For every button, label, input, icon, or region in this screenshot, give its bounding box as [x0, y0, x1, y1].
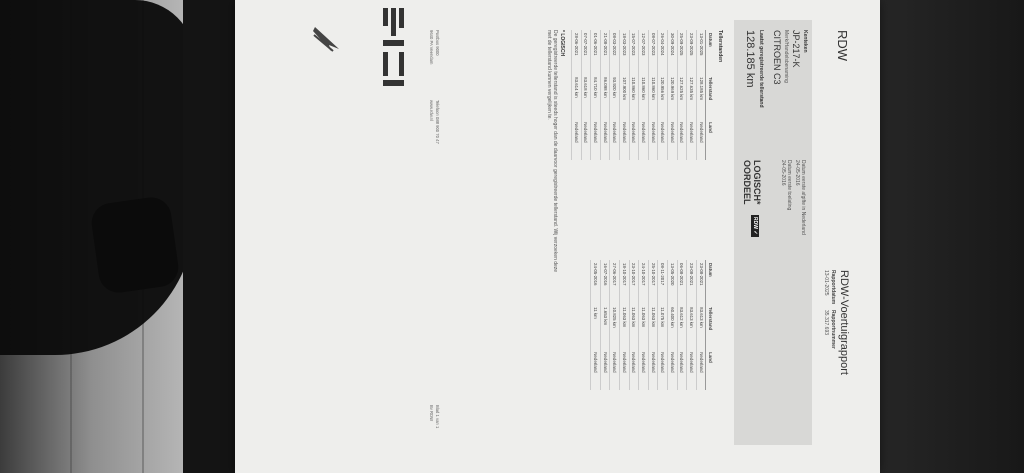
cell-km: 11 km	[591, 304, 601, 349]
cell-country: Nederland	[658, 119, 668, 160]
footer-contact-line2: www.rdw.nl	[429, 100, 434, 121]
cell-country: Nederland	[648, 119, 658, 160]
cell-country: Nederland	[572, 119, 582, 160]
table-header-row	[706, 260, 715, 390]
cell-country: Nederland	[687, 349, 697, 390]
cell-km: 107.900 km	[620, 74, 630, 119]
cell-date: 23-10-2017	[629, 260, 639, 304]
table-row	[639, 30, 649, 160]
cell-date: 26-04-2024	[658, 30, 668, 74]
odometer-table-left	[571, 30, 715, 160]
cell-country: Nederland	[600, 119, 610, 160]
notes-heading: * LOGISCH	[559, 30, 565, 57]
rapportdatum-value: 13-01-2025	[823, 270, 829, 296]
cell-country: Nederland	[648, 349, 658, 390]
table-header-row	[706, 30, 715, 160]
vehicle-report-paper	[235, 0, 880, 473]
report-document	[235, 0, 880, 473]
cell-country: Nederland	[687, 119, 697, 160]
cell-km: 127.625 km	[677, 74, 687, 119]
table-row	[600, 260, 610, 390]
cell-date: 06-08-2021	[677, 260, 687, 304]
cell-km: 93.920 km	[610, 74, 620, 119]
cell-country: Nederland	[658, 349, 668, 390]
table-row	[620, 30, 630, 160]
cell-date: 08-03-2022	[610, 30, 620, 74]
cell-date: 13-05-2020	[668, 260, 678, 304]
cell-date: 23-09-2025	[687, 30, 697, 74]
table-row	[591, 30, 601, 160]
odometer-table-right	[590, 260, 715, 390]
cell-country: Nederland	[591, 349, 601, 390]
cell-country: Nederland	[668, 349, 678, 390]
table-row	[629, 260, 639, 390]
cell-km: 11.075 km	[658, 304, 668, 349]
cell-date: 16-07-2016	[600, 260, 610, 304]
table-row	[610, 30, 620, 160]
shoe-shadow	[89, 195, 181, 295]
first-reg-nl-value: 24-05-2016	[794, 160, 800, 186]
cell-country: Nederland	[620, 119, 630, 160]
dark-gap	[183, 0, 238, 473]
table-row	[648, 260, 658, 390]
footer-contact-line1: Telefoon 088 900 70 47	[435, 100, 440, 144]
footer-page-line1: Blad 1 van 1	[435, 405, 440, 429]
notes-text-line1: De geregistreerde tellerstand is steeds hoger dan de daarvoor geregistreerde tellerstand. Wij verzoeken deze	[552, 30, 558, 273]
verdict-line1: LOGISCH*	[752, 160, 762, 205]
table-row	[696, 30, 706, 160]
rdw-bars-logo-icon	[380, 0, 410, 473]
col-land: Land	[706, 119, 715, 160]
cell-km: 84.710 km	[591, 74, 601, 119]
table-row	[677, 30, 687, 160]
cell-country: Nederland	[581, 119, 591, 160]
cell-date: 23-08-2021	[696, 260, 706, 304]
cell-country: Nederland	[610, 349, 620, 390]
cell-km: 83.613 km	[687, 304, 697, 349]
notes-text-line2: met de tellerstand kunnen vergelijken te.	[546, 30, 552, 120]
cell-date: 24-10-2017	[639, 260, 649, 304]
cell-km: 127.635 km	[687, 74, 697, 119]
cell-date: 30-09-2024	[668, 30, 678, 74]
table-row	[658, 30, 668, 160]
table-surface	[880, 0, 1024, 473]
tellerstanden-title: Tellerstanden	[717, 30, 723, 63]
footer-address-line2: 9640 PA Veendam	[429, 30, 434, 65]
cell-date: 21-08-2021	[600, 30, 610, 74]
cell-date: 13-01-2025	[696, 30, 706, 74]
cell-km: 11.063 km	[629, 304, 639, 349]
table-row	[600, 30, 610, 160]
cell-km: 83.614 km	[572, 74, 582, 119]
cell-km: 120.956 km	[658, 74, 668, 119]
cell-country: Nederland	[677, 119, 687, 160]
logo-text: RDW	[835, 30, 850, 62]
cell-km: 60.400 km	[668, 304, 678, 349]
rapportnummer-label: Rapportnummer	[830, 310, 836, 349]
cell-km: 120.969 km	[668, 74, 678, 119]
last-km-value: 128.185 km	[744, 30, 756, 88]
kenteken-label: Kenteken	[802, 30, 808, 53]
cell-km: 11.063 km	[620, 304, 630, 349]
footer-address-line1: Postbus 9000	[435, 30, 440, 56]
rdw-arrow-logo-icon	[311, 25, 343, 53]
cell-country: Nederland	[677, 349, 687, 390]
col-land: Land	[706, 349, 715, 390]
col-datum: Datum	[706, 30, 715, 74]
cell-date: 01-06-2021	[591, 30, 601, 74]
cell-date: 25-10-2017	[648, 260, 658, 304]
report-title: RDW-Voertuigrapport	[838, 270, 850, 375]
cell-date: 15-07-2023	[629, 30, 639, 74]
col-tellerstand: Tellerstand	[706, 304, 715, 349]
cell-date: 08-07-2023	[648, 30, 658, 74]
cell-km: 110.860 km	[648, 74, 658, 119]
cell-country: Nederland	[696, 119, 706, 160]
table-row	[620, 260, 630, 390]
verdict	[742, 160, 762, 205]
table-row	[572, 30, 582, 160]
col-tellerstand: Tellerstand	[706, 74, 715, 119]
table-row	[696, 260, 706, 390]
cell-date: 12-07-2023	[639, 30, 649, 74]
cell-date: 07-07-2021	[581, 30, 591, 74]
cell-km: 1.653 km	[600, 304, 610, 349]
cell-country: Nederland	[629, 349, 639, 390]
cell-country: Nederland	[639, 119, 649, 160]
table-row	[648, 30, 658, 160]
cell-date: 08-11-2017	[658, 260, 668, 304]
merk-label: Merk/Handelsbenaming	[783, 30, 789, 83]
cell-date: 18-03-2023	[620, 30, 630, 74]
cell-km: 86.098 km	[600, 74, 610, 119]
cell-country: Nederland	[668, 119, 678, 160]
cell-km: 11.063 km	[639, 304, 649, 349]
table-row	[658, 260, 668, 390]
cell-km: 10.825 km	[610, 304, 620, 349]
col-datum: Datum	[706, 260, 715, 304]
cell-km: 83.618 km	[581, 74, 591, 119]
cell-km: 83.612 km	[677, 304, 687, 349]
rapportnummer-value: 35.317.693	[823, 310, 829, 336]
cell-km: 11.063 km	[648, 304, 658, 349]
cell-km: 110.860 km	[639, 74, 649, 119]
rdw-badge: RDW ✓	[752, 217, 758, 235]
table-row	[687, 30, 697, 160]
cell-country: Nederland	[591, 119, 601, 160]
cell-km: 128.185 km	[696, 74, 706, 119]
rapportdatum-label: Rapportdatum	[830, 270, 836, 305]
table-row	[677, 260, 687, 390]
cell-country: Nederland	[600, 349, 610, 390]
first-admission-label: Datum eerste toelating	[786, 160, 792, 211]
cell-km: 110.860 km	[629, 74, 639, 119]
cell-country: Nederland	[629, 119, 639, 160]
table-row	[629, 30, 639, 160]
cell-date: 28-06-2021	[572, 30, 582, 74]
cell-country: Nederland	[639, 349, 649, 390]
last-km-label: Laatst geregistreerde tellerstand	[758, 30, 764, 108]
table-row	[581, 30, 591, 160]
table-row	[668, 260, 678, 390]
first-admission-value: 24-05-2016	[780, 160, 786, 186]
table-row	[668, 30, 678, 160]
kenteken-value: JP-217-K	[791, 30, 801, 68]
table-row	[610, 260, 620, 390]
cell-country: Nederland	[696, 349, 706, 390]
footer-page-line2: Bv RDW	[429, 405, 434, 422]
table-row	[639, 260, 649, 390]
cell-date: 18-10-2017	[620, 260, 630, 304]
cell-date: 27-06-2017	[610, 260, 620, 304]
cell-date: 24-05-2016	[591, 260, 601, 304]
cell-country: Nederland	[620, 349, 630, 390]
cell-km: 83.613 km	[696, 304, 706, 349]
verdict-line2: OORDEEL	[742, 160, 752, 205]
first-reg-nl-label: Datum eerste afgifte in Nederland	[800, 160, 806, 235]
cell-date: 23-08-2021	[687, 260, 697, 304]
table-row	[591, 260, 601, 390]
cell-date: 25-09-2025	[677, 30, 687, 74]
table-row	[687, 260, 697, 390]
cell-country: Nederland	[610, 119, 620, 160]
merk-value: CITROEN C3	[772, 30, 782, 85]
